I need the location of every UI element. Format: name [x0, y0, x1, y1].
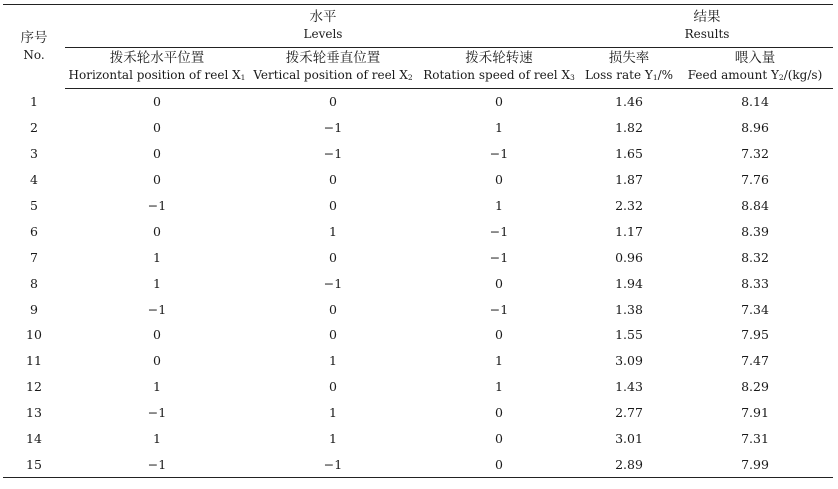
rotation-speed-cell: −1: [489, 249, 509, 265]
table-row: [3, 451, 833, 477]
table-row: [3, 244, 833, 270]
column-header-en: [581, 67, 677, 86]
horizontal-position-cell: −1: [147, 198, 167, 213]
table-row: [3, 322, 833, 348]
vertical-position-cell: 1: [329, 353, 337, 369]
rotation-speed-cell: 0: [495, 94, 503, 110]
horizontal-position-cell: 1: [153, 249, 161, 265]
row-index-cell: 14: [26, 431, 42, 447]
column-header-en-text: Horizontal position of reel X: [68, 68, 241, 82]
horizontal-position-cell: −1: [147, 301, 167, 317]
table-header: [3, 5, 833, 89]
row-index-cell: 3: [30, 146, 38, 162]
column-header-zh: 损失率: [608, 50, 650, 66]
loss-rate-cell: 1.94: [615, 275, 643, 291]
feed-amount-cell: 7.99: [677, 451, 833, 477]
row-index-cell: 15: [3, 451, 65, 477]
index-column-header: [3, 5, 65, 89]
vertical-position-cell: −1: [323, 275, 343, 291]
column-header-feed-amount: [677, 48, 833, 89]
rotation-speed-cell: 0: [495, 327, 503, 343]
table-body: [3, 89, 833, 478]
vertical-position-cell: 0: [329, 327, 337, 343]
table-row: [3, 89, 833, 115]
loss-rate-cell: 2.32: [615, 198, 643, 213]
column-header-vertical-position: [249, 48, 417, 89]
rotation-speed-cell: 0: [417, 451, 581, 477]
column-header-horizontal-position: [65, 48, 249, 89]
rotation-speed-cell: 1: [495, 353, 503, 369]
horizontal-position-cell: 1: [153, 379, 161, 395]
row-index-cell: 6: [30, 223, 38, 239]
rotation-speed-cell: 0: [495, 275, 503, 291]
row-index-cell: 8: [30, 275, 38, 291]
subscript: 3: [570, 73, 575, 82]
levels-header-zh: 水平: [309, 9, 337, 25]
table-row: [3, 348, 833, 374]
feed-amount-cell: 7.91: [741, 405, 769, 421]
rotation-speed-cell: 1: [495, 120, 503, 136]
rotation-speed-cell: 1: [495, 379, 503, 395]
horizontal-position-cell: 0: [153, 94, 161, 110]
experiment-results-table: [3, 4, 833, 478]
table-row: [3, 400, 833, 426]
vertical-position-cell: 0: [329, 172, 337, 188]
subscript: 2: [407, 73, 413, 82]
row-index-cell: 12: [26, 379, 42, 395]
loss-rate-cell: 2.77: [615, 405, 643, 421]
loss-rate-cell: 0.96: [615, 249, 643, 265]
subscript: 2: [778, 73, 784, 82]
feed-amount-cell: 7.32: [741, 146, 769, 162]
column-header-en: [249, 67, 417, 86]
vertical-position-cell: −1: [323, 146, 343, 162]
column-header-unit: /%: [657, 68, 674, 82]
table-row: [3, 193, 833, 219]
column-header-en-text: Rotation speed of reel X: [423, 68, 571, 82]
row-index-cell: 4: [30, 172, 38, 188]
results-header-zh: 结果: [693, 9, 721, 25]
horizontal-position-cell: −1: [147, 405, 167, 421]
loss-rate-cell: 1.17: [615, 223, 643, 239]
results-group-header: [581, 5, 833, 48]
table-row: [3, 426, 833, 452]
feed-amount-cell: 7.31: [741, 431, 769, 447]
column-header-en: [65, 67, 249, 86]
horizontal-position-cell: 0: [153, 327, 161, 343]
vertical-position-cell: −1: [323, 120, 343, 136]
table-row: [3, 167, 833, 193]
table-row: [3, 115, 833, 141]
table-row: [3, 296, 833, 322]
table-row: [3, 270, 833, 296]
loss-rate-cell: 3.09: [615, 353, 643, 369]
column-header-en: [677, 67, 833, 86]
table-row: [3, 218, 833, 244]
feed-amount-cell: 7.47: [741, 353, 769, 369]
horizontal-position-cell: 0: [153, 120, 161, 136]
feed-amount-cell: 8.14: [741, 94, 769, 110]
column-header-en-text: Feed amount Y: [687, 68, 779, 82]
index-header-zh: 序号: [20, 29, 48, 46]
feed-amount-cell: 8.33: [741, 275, 769, 291]
loss-rate-cell: 1.43: [615, 379, 643, 395]
column-header-en: [417, 67, 581, 86]
vertical-position-cell: −1: [249, 451, 417, 477]
row-index-cell: 2: [30, 120, 38, 136]
column-header-loss-rate: [581, 48, 677, 89]
horizontal-position-cell: 1: [153, 431, 161, 447]
index-header-en: No.: [23, 47, 45, 62]
feed-amount-cell: 8.39: [741, 223, 769, 239]
rotation-speed-cell: 1: [495, 198, 503, 213]
subscript: 1: [652, 73, 658, 82]
row-index-cell: 10: [26, 327, 42, 343]
row-index-cell: 9: [30, 301, 38, 317]
rotation-speed-cell: −1: [489, 301, 509, 317]
column-header-zh: 拨禾轮水平位置: [109, 50, 205, 66]
row-index-cell: 1: [30, 94, 38, 110]
rotation-speed-cell: −1: [489, 146, 509, 162]
column-header-zh: 拨禾轮转速: [465, 50, 533, 66]
rotation-speed-cell: 0: [495, 431, 503, 447]
column-header-zh: 拨禾轮垂直位置: [285, 50, 381, 66]
feed-amount-cell: 7.76: [741, 172, 769, 188]
horizontal-position-cell: 0: [153, 223, 161, 239]
loss-rate-cell: 3.01: [615, 431, 643, 447]
loss-rate-cell: 1.38: [615, 301, 643, 317]
loss-rate-cell: 2.89: [581, 451, 677, 477]
horizontal-position-cell: 0: [153, 353, 161, 369]
vertical-position-cell: 1: [329, 405, 337, 421]
rotation-speed-cell: 0: [495, 172, 503, 188]
vertical-position-cell: 0: [329, 379, 337, 395]
rotation-speed-cell: 0: [495, 405, 503, 421]
horizontal-position-cell: 0: [153, 172, 161, 188]
levels-group-header: [65, 5, 581, 48]
loss-rate-cell: 1.65: [615, 146, 643, 162]
row-index-cell: 13: [26, 405, 42, 421]
feed-amount-cell: 8.84: [741, 198, 769, 213]
row-index-cell: 7: [30, 249, 38, 265]
feed-amount-cell: 8.32: [741, 249, 769, 265]
row-index-cell: 5: [30, 198, 38, 213]
vertical-position-cell: 0: [329, 94, 337, 110]
rotation-speed-cell: −1: [489, 223, 509, 239]
loss-rate-cell: 1.87: [615, 172, 643, 188]
subscript: 1: [240, 73, 246, 82]
vertical-position-cell: 0: [329, 198, 337, 213]
horizontal-position-cell: −1: [65, 451, 249, 477]
loss-rate-cell: 1.82: [615, 120, 643, 136]
feed-amount-cell: 8.96: [741, 120, 769, 136]
horizontal-position-cell: 0: [153, 146, 161, 162]
feed-amount-cell: 8.29: [741, 379, 769, 395]
vertical-position-cell: 1: [329, 223, 337, 239]
vertical-position-cell: 0: [329, 301, 337, 317]
vertical-position-cell: 1: [329, 431, 337, 447]
loss-rate-cell: 1.46: [615, 94, 643, 110]
loss-rate-cell: 1.55: [615, 327, 643, 343]
feed-amount-cell: 7.34: [741, 301, 769, 317]
row-index-cell: 11: [26, 353, 42, 369]
table-row: [3, 374, 833, 400]
column-header-en-text: Loss rate Y: [584, 68, 653, 82]
column-header-zh: 喂入量: [734, 50, 776, 66]
column-header-unit: /(kg/s): [783, 68, 823, 82]
feed-amount-cell: 7.95: [741, 327, 769, 343]
column-header-en-text: Vertical position of reel X: [253, 68, 408, 82]
column-header-rotation-speed: [417, 48, 581, 89]
horizontal-position-cell: 1: [153, 275, 161, 291]
results-header-en: Results: [684, 27, 730, 41]
levels-header-en: Levels: [303, 27, 343, 41]
vertical-position-cell: 0: [329, 249, 337, 265]
table-row: [3, 141, 833, 167]
